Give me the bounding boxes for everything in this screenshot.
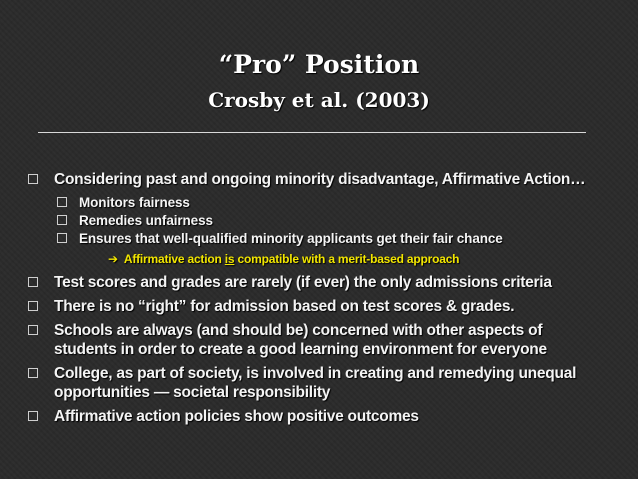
bullet-text bbox=[54, 364, 576, 402]
bullet-item bbox=[28, 273, 552, 292]
bullet-item bbox=[28, 364, 576, 402]
note-part-3: compatible with a merit-based approach bbox=[237, 252, 460, 266]
sub-bullet-text: Remedies unfairness bbox=[79, 213, 213, 228]
bullet-line: opportunities — societal responsibility bbox=[54, 384, 331, 401]
bullet-line: College, as part of society, is involved in creating and remedying unequal bbox=[54, 365, 577, 382]
slide-title: “Pro” Position bbox=[218, 50, 420, 79]
sub-bullet-item bbox=[57, 212, 213, 229]
bullet-text bbox=[54, 321, 547, 359]
bullet-box-icon bbox=[57, 215, 67, 225]
title-divider bbox=[38, 132, 586, 133]
bullet-box-icon bbox=[28, 277, 38, 287]
bullet-box-icon bbox=[28, 325, 38, 335]
bullet-text: Test scores and grades are rarely (if ever) the only admissions criteria bbox=[54, 274, 552, 291]
bullet-box-icon bbox=[57, 197, 67, 207]
sub-bullet-text: Ensures that well-qualified minority applicants get their fair chance bbox=[79, 231, 503, 246]
bullet-item bbox=[28, 170, 585, 189]
bullet-text: Considering past and ongoing minority disadvantage, Affirmative Action… bbox=[54, 171, 586, 188]
bullet-item bbox=[28, 297, 514, 316]
sub-bullet-item bbox=[57, 230, 503, 247]
bullet-item bbox=[28, 407, 419, 426]
bullet-item bbox=[28, 321, 547, 359]
arrow-right-icon: ➔ bbox=[108, 252, 118, 266]
bullet-box-icon bbox=[57, 233, 67, 243]
bullet-line: students in order to create a good learning environment for everyone bbox=[54, 341, 547, 358]
sub-bullet-text: Monitors fairness bbox=[79, 195, 190, 210]
note-part-2: is bbox=[224, 252, 235, 266]
bullet-box-icon bbox=[28, 301, 38, 311]
slide-subtitle: Crosby et al. (2003) bbox=[208, 88, 430, 112]
bullet-box-icon bbox=[28, 411, 38, 421]
bullet-line: Schools are always (and should be) concerned with other aspects of bbox=[54, 322, 543, 339]
bullet-text: Affirmative action policies show positive outcomes bbox=[54, 408, 419, 425]
sub-bullet-item bbox=[57, 194, 190, 211]
note-part-1: Affirmative action bbox=[123, 252, 222, 266]
bullet-text: There is no “right” for admission based on test scores & grades. bbox=[54, 298, 515, 315]
bullet-box-icon bbox=[28, 368, 38, 378]
bullet-box-icon bbox=[28, 174, 38, 184]
highlight-note bbox=[108, 252, 459, 267]
